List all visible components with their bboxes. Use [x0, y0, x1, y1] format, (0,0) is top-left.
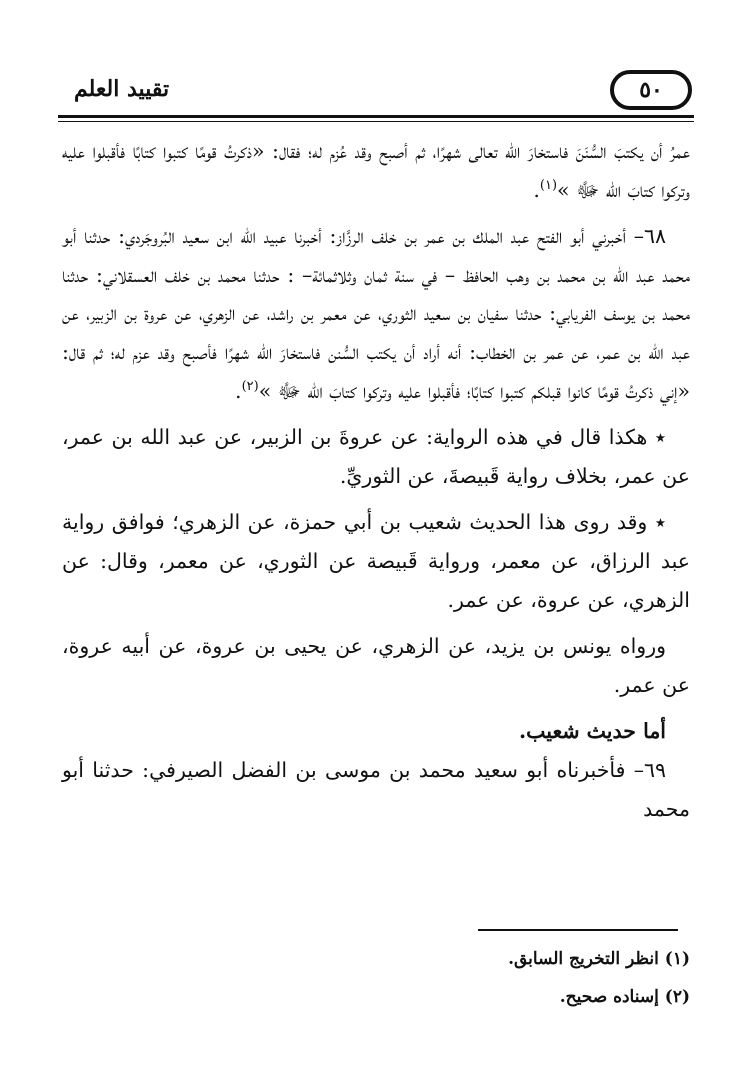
paragraph-4: ٭ وقد روى هذا الحديث شعيب بن أبي حمزة، عن الزهري؛ فوافق رواية عبد الرزاق، عن معمر، ورواية قَبيصة عن الثوري، عن معمر، وقال: عن الزهري، عن عروة، عن عمر. — [62, 510, 690, 612]
paragraph-2: ٦٨– أخبرني أبو الفتح عبد الملك بن عمر بن خلف الرزَّاز: أخبرنا عبيد الله ابن سعيد البُروجَردي: حدثنا أبو محمد عبد الله بن محمد بن وهب الحافظ – في سنة ثمان وثلاثمائة– : حدثنا محمد بن خلف العسقلاني: حدثنا محمد بن يوسف الفريابي: حدثنا سفيان بن سعيد الثوري، عن معمر بن راشد، عن الزهري، عن عروة بن الزبير، عن عبد الله بن عمر، عن عمر بن الخطاب: أنه أراد أن يكتب السُّنن فاستخارَ الله شهرًا فأصبح وقد عزم له؛ ثم قال: «إني ذكرتُ قومًا كانوا قبلكم كتبوا كتابًا؛ فأقبلوا عليه وتركوا كتابَ الله ﷻ »$^{(٢)}$. — [62, 224, 690, 403]
paragraph-2-text: ٦٨– أخبرني أبو الفتح عبد الملك بن عمر بن خلف الرزَّاز: أخبرنا عبيد الله ابن سعيد البُروجَردي: حدثنا أبو محمد عبد الله بن محمد بن وهب الحافظ – في سنة ثمان وثلاثمائة– : حدثنا محمد بن خلف العسقلاني: حدثنا محمد بن يوسف الفريابي: حدثنا سفيان بن سعيد الثوري، عن معمر بن راشد، عن الزهري، عن عروة بن الزبير، عن عبد الله بن عمر، عن عمر بن الخطاب: أنه أراد أن يكتب السُّنن فاستخارَ الله شهرًا فأصبح وقد عزم له؛ ثم قال: «إني ذكرتُ قومًا كانوا قبلكم كتبوا كتابًا؛ فأقبلوا عليه وتركوا كتابَ الله ﷻ » — [62, 224, 690, 403]
footnotes — [62, 940, 690, 1016]
paragraph-1: عمرُ أن يكتبَ السُّنَنَ فاستخارَ الله تعالى شهرًا، ثم أصبح وقد عُزم له؛ فقال: «ذكرتُ قومًا كتبوا كتابًا فأقبلوا عليه وتركوا كتابَ الله ﷻ »$^{(١)}$. — [62, 139, 690, 202]
footnote-ref-2: (٢) — [241, 378, 259, 394]
header-rule-thick — [58, 115, 694, 118]
header-rule-thin — [58, 121, 694, 122]
body-text — [62, 132, 690, 828]
page-number: ٥٠ — [610, 70, 692, 110]
footnote-rule — [478, 929, 678, 931]
paragraph-7: ٦٩– فأخبرناه أبو سعيد محمد بن موسى بن الفضل الصيرفي: حدثنا أبو محمد — [62, 757, 690, 821]
book-title: تقييد العلم — [74, 76, 170, 102]
footnote-1: (١) انظر التخريج السابق. — [508, 949, 690, 969]
footnote-2: (٢) إسناده صحيح. — [559, 987, 690, 1007]
paragraph-3: ٭ هكذا قال في هذه الرواية: عن عروةَ بن الزبير، عن عبد الله بن عمر، عن عمر، بخلاف رواية قَبيصةَ، عن الثوريِّ. — [62, 425, 690, 488]
paragraph-5: ورواه يونس بن يزيد، عن الزهري، عن يحيى بن عروة، عن أبيه عروة، عن عمر. — [62, 634, 690, 697]
paragraph-1-text: عمرُ أن يكتبَ السُّنَنَ فاستخارَ الله تعالى شهرًا، ثم أصبح وقد عُزم له؛ فقال: «ذكرتُ قومًا كتبوا كتابًا فأقبلوا عليه وتركوا كتابَ الله ﷻ » — [62, 139, 690, 202]
paragraph-6: أما حديث شعيب. — [519, 719, 666, 744]
footnote-ref-1: (١) — [539, 177, 558, 193]
page-header — [58, 70, 694, 114]
